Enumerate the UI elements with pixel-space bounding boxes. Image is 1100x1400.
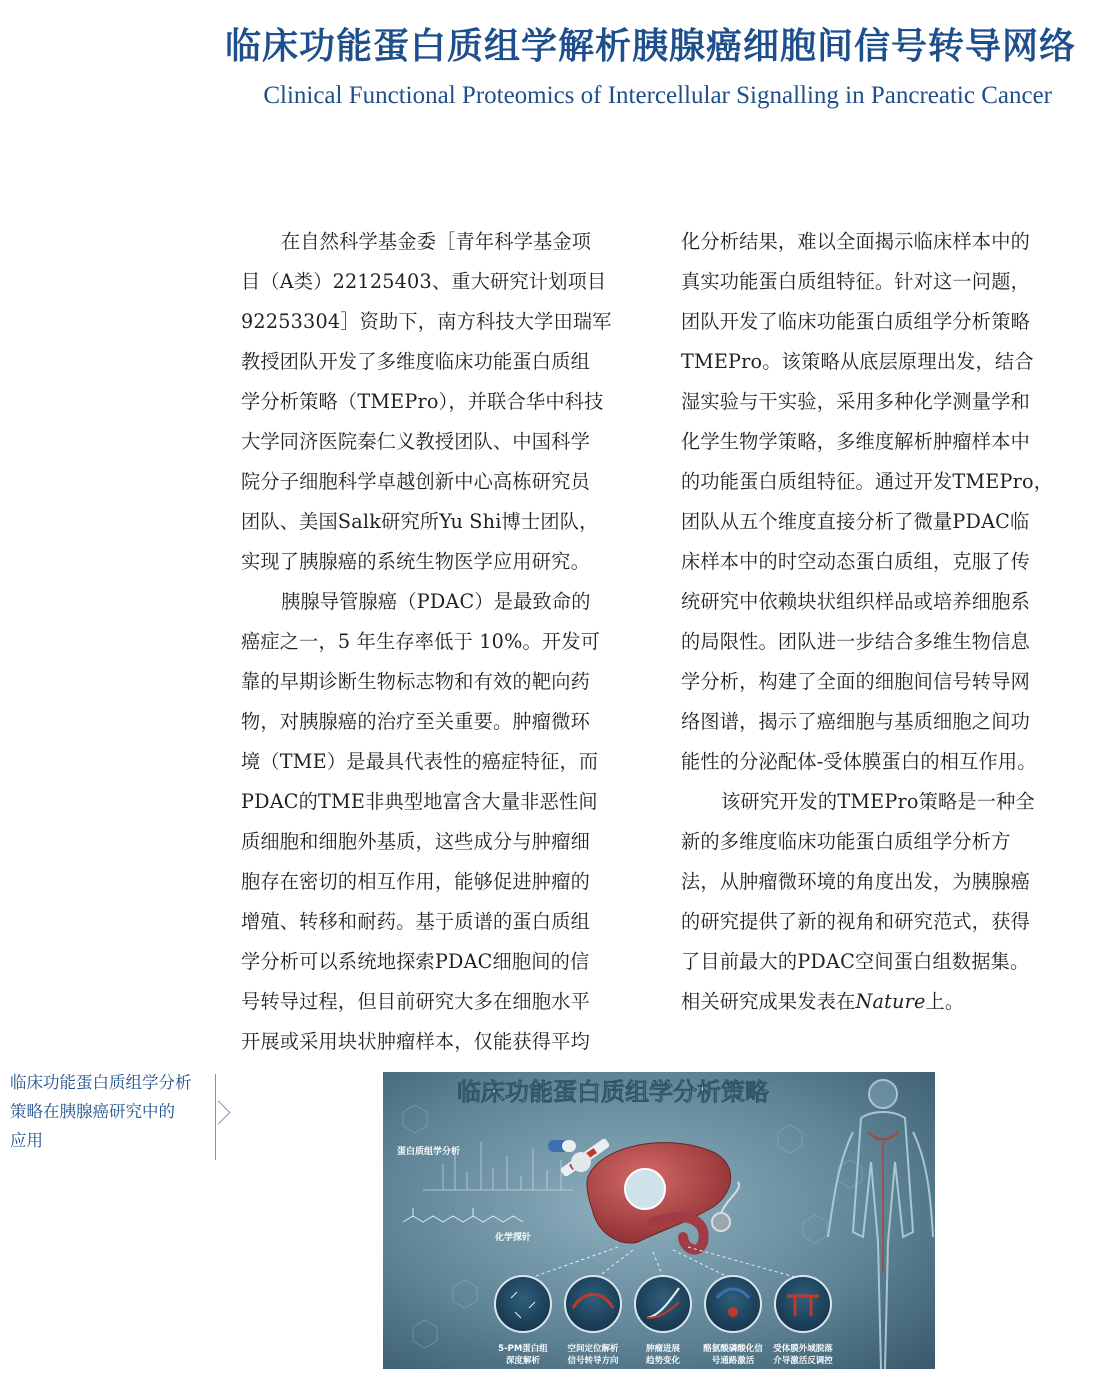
text-line: 学分析，构建了全面的细胞间信号转导网 — [681, 670, 1030, 693]
text-fragment: 上。 — [925, 990, 965, 1013]
text-line: 新的多维度临床功能蛋白质组学分析方 — [681, 830, 1011, 853]
caption-line: 应用 — [10, 1131, 43, 1150]
text-line: PDAC的TME非典型地富含大量非恶性间 — [241, 790, 598, 813]
text-line: 学分析策略（TMEPro），并联合华中科技 — [241, 390, 604, 413]
text-line: 胞存在密切的相互作用，能够促进肿瘤的 — [241, 870, 590, 893]
analysis-circle-4 — [703, 1276, 763, 1366]
circle-4-label: 酪氨酸磷酸化信 — [703, 1344, 763, 1354]
figure-illustration — [383, 1072, 935, 1369]
text-line: TMEPro。该策略从底层原理出发，结合 — [681, 350, 1034, 373]
text-line: 在自然科学基金委［青年科学基金项 — [281, 230, 592, 253]
text-fragment: 相关研究成果发表在 — [681, 990, 856, 1013]
circle-1-label: 5-PM蛋白组 — [498, 1344, 548, 1354]
figure-caption — [10, 1068, 210, 1155]
figure-svg — [383, 1072, 935, 1369]
text-line: 境（TME）是最具代表性的癌症特征，而 — [241, 750, 599, 773]
text-line: 了目前最大的PDAC空间蛋白组数据集。 — [681, 950, 1030, 973]
text-line: 化学生物学策略，多维度解析肿瘤样本中 — [681, 430, 1030, 453]
text-line: 化分析结果，难以全面揭示临床样本中的 — [681, 230, 1030, 253]
circle-3-sublabel: 趋势变化 — [645, 1356, 681, 1366]
text-line: 质细胞和细胞外基质，这些成分与肿瘤细 — [241, 830, 590, 853]
journal-name: Nature — [855, 990, 926, 1013]
text-line: 能性的分泌配体-受体膜蛋白的相互作用。 — [681, 750, 1037, 773]
figure-label-probe: 化学探针 — [495, 1233, 532, 1243]
text-line: 大学同济医院秦仁义教授团队、中国科学 — [241, 430, 590, 453]
analysis-circle-1 — [495, 1276, 551, 1366]
text-line: 教授团队开发了多维度临床功能蛋白质组 — [241, 350, 590, 373]
circle-4-sublabel: 号通路激活 — [711, 1356, 755, 1366]
circle-3-label: 肿瘤进展 — [645, 1344, 681, 1354]
text-line-last — [681, 982, 1077, 1022]
text-line: 床样本中的时空动态蛋白质组，克服了传 — [681, 550, 1030, 573]
caption-chevron-icon — [206, 1100, 230, 1124]
cell-magnifier — [625, 1169, 665, 1209]
text-line: 湿实验与干实验，采用多种化学测量学和 — [681, 390, 1030, 413]
text-line: 院分子细胞科学卓越创新中心高栋研究员 — [241, 470, 590, 493]
caption-line: 策略在胰腺癌研究中的 — [10, 1102, 175, 1121]
text-line: 团队开发了临床功能蛋白质组学分析策略 — [681, 310, 1030, 333]
text-line: 增殖、转移和耐药。基于质谱的蛋白质组 — [241, 910, 590, 933]
text-line: 实现了胰腺癌的系统生物医学应用研究。 — [241, 550, 590, 573]
article-column-right — [681, 222, 1077, 1022]
article-column-left — [241, 222, 637, 1062]
text-line: 开展或采用块状肿瘤样本，仅能获得平均 — [241, 1030, 590, 1053]
text-line: 的研究提供了新的视角和研究范式，获得 — [681, 910, 1030, 933]
text-line: 学分析可以系统地探索PDAC细胞间的信 — [241, 950, 590, 973]
circle-5-label: 受体膜外域脱落 — [773, 1344, 833, 1354]
text-line: 真实功能蛋白质组特征。针对这一问题， — [681, 270, 1030, 293]
caption-line: 临床功能蛋白质组学分析 — [10, 1073, 192, 1092]
text-line: 统研究中依赖块状组织样品或培养细胞系 — [681, 590, 1030, 613]
analysis-circle-2 — [565, 1276, 621, 1366]
text-line: 物，对胰腺癌的治疗至关重要。肿瘤微环 — [241, 710, 590, 733]
page-subtitle-english: Clinical Functional Proteomics of Intercellular Signalling in Pancreatic Cancer — [263, 82, 1052, 109]
text-line: 靠的早期诊断生物标志物和有效的靶向药 — [241, 670, 590, 693]
analysis-circle-5 — [773, 1276, 833, 1366]
figure-banner-title: 临床功能蛋白质组学分析策略 — [457, 1078, 769, 1106]
text-line: 胰腺导管腺癌（PDAC）是最致命的 — [281, 590, 591, 613]
figure-label-proteomics: 蛋白质组学分析 — [397, 1147, 461, 1157]
circle-2-label: 空间定位解析 — [567, 1344, 619, 1354]
text-line: 号转导过程，但目前研究大多在细胞水平 — [241, 990, 590, 1013]
text-line: 癌症之一，5 年生存率低于 10%。开发可 — [241, 630, 601, 653]
text-line: 的功能蛋白质组特征。通过开发TMEPro， — [681, 470, 1054, 493]
text-line: 该研究开发的TMEPro策略是一种全 — [721, 790, 1035, 813]
circle-5-sublabel: 介导激活反调控 — [773, 1356, 833, 1366]
text-line: 团队、美国Salk研究所Yu Shi博士团队， — [241, 510, 599, 533]
page-title: 临床功能蛋白质组学解析胰腺癌细胞间信号转导网络 — [224, 26, 1076, 67]
text-line: 团队从五个维度直接分析了微量PDAC临 — [681, 510, 1030, 533]
text-line: 法，从肿瘤微环境的角度出发，为胰腺癌 — [681, 870, 1030, 893]
text-line: 的局限性。团队进一步结合多维生物信息 — [681, 630, 1030, 653]
text-line: 络图谱，揭示了癌细胞与基质细胞之间功 — [681, 710, 1030, 733]
circle-2-sublabel: 信号转导方向 — [567, 1356, 619, 1366]
text-line: 目（A类）22125403、重大研究计划项目 — [241, 270, 607, 293]
circle-1-sublabel: 深度解析 — [505, 1356, 541, 1366]
text-line: 92253304］资助下，南方科技大学田瑞军 — [241, 310, 612, 333]
